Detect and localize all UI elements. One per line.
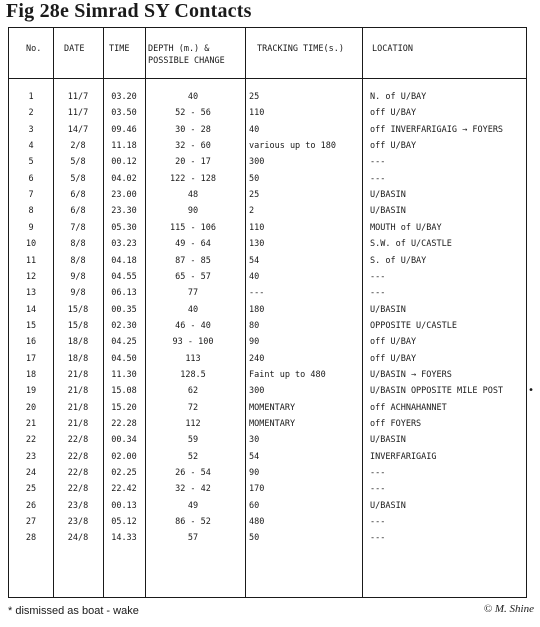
row-date: 14/7	[67, 124, 89, 135]
table-row	[9, 530, 526, 546]
header-depth-line1: DEPTH (m.) &	[148, 44, 210, 54]
row-location: ---	[370, 288, 386, 299]
row-time: 00.35	[111, 304, 137, 315]
row-tracking-time: 30	[249, 435, 260, 446]
row-depth: 86 - 52	[175, 517, 211, 528]
row-tracking-time: 40	[249, 271, 260, 282]
row-location: U/BASIN	[370, 304, 406, 315]
row-date: 22/8	[67, 468, 89, 479]
row-tracking-time: various up to 180	[249, 141, 336, 152]
row-date: 5/8	[70, 157, 86, 168]
row-location: U/BASIN → FOYERS	[370, 369, 452, 380]
row-depth: 113	[185, 353, 201, 364]
row-time: 02.25	[111, 468, 137, 479]
row-date: 18/8	[67, 353, 89, 364]
row-time: 15.20	[111, 402, 137, 413]
row-date: 8/8	[70, 255, 86, 266]
row-date: 18/8	[67, 337, 89, 348]
row-tracking-time: 300	[249, 386, 265, 397]
row-location: U/BASIN	[370, 206, 406, 217]
row-tracking-time: Faint up to 480	[249, 369, 326, 380]
row-date: 6/8	[70, 190, 86, 201]
row-tracking-time: 110	[249, 108, 265, 119]
row-depth: 52	[187, 451, 199, 462]
row-tracking-time: 50	[249, 533, 260, 544]
row-time: 23.00	[111, 190, 137, 201]
row-time: 23.30	[111, 206, 137, 217]
row-tracking-time: 300	[249, 157, 265, 168]
row-location: ---	[370, 517, 386, 528]
row-depth: 57	[187, 533, 199, 544]
table-row	[9, 154, 526, 170]
row-number: 18	[25, 369, 37, 380]
row-location: off ACHNAHANNET	[370, 402, 447, 413]
table-row	[9, 318, 526, 334]
row-location: off INVERFARIGAIG → FOYERS	[370, 124, 504, 135]
row-number: 25	[25, 484, 37, 495]
table-row	[9, 514, 526, 530]
contacts-table	[8, 27, 534, 598]
row-location: MOUTH of U/BAY	[370, 222, 442, 233]
row-date: 9/8	[70, 288, 86, 299]
row-tracking-time: 180	[249, 304, 265, 315]
row-location: off FOYERS	[370, 419, 422, 429]
row-number: 23	[25, 451, 37, 462]
row-number: 12	[25, 271, 37, 282]
row-number: 24	[25, 468, 37, 479]
row-tracking-time: 80	[249, 320, 260, 331]
row-number: 19	[25, 386, 37, 397]
row-number: 5	[28, 157, 34, 168]
row-time: 22.42	[111, 484, 137, 495]
row-number: 21	[25, 419, 37, 429]
row-number: 11	[25, 255, 37, 266]
row-depth: 122 - 128	[169, 173, 217, 184]
row-tracking-time: 130	[249, 239, 265, 250]
table-row	[9, 383, 534, 399]
table-row	[9, 105, 526, 121]
row-time: 00.12	[111, 157, 137, 168]
row-number: 9	[28, 222, 34, 233]
row-location: OPPOSITE U/CASTLE	[370, 320, 457, 331]
row-depth: 40	[187, 304, 199, 315]
row-time: 04.55	[111, 271, 137, 282]
row-depth: 65 - 57	[175, 271, 211, 282]
row-marker: •	[527, 385, 534, 397]
row-time: 00.34	[111, 435, 137, 446]
header-depth-line2: POSSIBLE CHANGE	[148, 56, 225, 66]
row-depth: 20 - 17	[175, 157, 211, 168]
table-row	[9, 220, 526, 236]
footnote: * dismissed as boat - wake	[8, 605, 139, 617]
row-location: U/BASIN	[370, 435, 406, 446]
row-date: 21/8	[67, 419, 89, 429]
row-depth: 49	[187, 500, 199, 511]
row-location: off U/BAY	[370, 353, 417, 364]
row-time: 04.50	[111, 353, 137, 364]
row-date: 23/8	[67, 517, 89, 528]
row-date: 15/8	[67, 304, 89, 315]
row-location: off U/BAY	[370, 141, 417, 152]
table-row	[9, 351, 526, 367]
table-row	[9, 334, 526, 350]
row-number: 10	[25, 239, 37, 250]
row-number: 3	[28, 124, 34, 135]
row-location: off U/BAY	[370, 337, 417, 348]
row-depth: 62	[187, 386, 199, 397]
row-time: 22.28	[111, 419, 137, 429]
row-date: 8/8	[70, 239, 86, 250]
row-date: 23/8	[67, 500, 89, 511]
row-location: ---	[370, 484, 386, 495]
row-tracking-time: 25	[249, 92, 260, 102]
table-row	[9, 269, 526, 285]
row-depth: 93 - 100	[172, 337, 214, 348]
header-no: No.	[26, 44, 42, 54]
row-location: ---	[370, 271, 386, 282]
row-date: 21/8	[67, 369, 89, 380]
row-date: 2/8	[70, 141, 86, 152]
row-time: 05.12	[111, 517, 137, 528]
row-number: 7	[28, 190, 34, 201]
row-location: off U/BAY	[370, 108, 417, 119]
row-tracking-time: MOMENTARY	[249, 402, 296, 413]
header-divider	[9, 78, 526, 79]
row-depth: 87 - 85	[175, 255, 211, 266]
row-time: 04.18	[111, 255, 137, 266]
table-row	[9, 89, 526, 105]
row-tracking-time: 40	[249, 124, 260, 135]
copyright-signature: © M. Shine	[483, 603, 534, 615]
table-row	[9, 432, 526, 448]
header-date: DATE	[64, 44, 85, 54]
row-number: 17	[25, 353, 37, 364]
row-time: 11.18	[111, 141, 137, 152]
row-number: 8	[28, 206, 34, 217]
row-number: 15	[25, 320, 37, 331]
row-time: 03.50	[111, 108, 137, 119]
row-tracking-time: 90	[249, 337, 260, 348]
table-row	[9, 236, 526, 252]
row-time: 04.25	[111, 337, 137, 348]
header-location: LOCATION	[372, 44, 413, 54]
table-row	[9, 367, 526, 383]
row-time: 06.13	[111, 288, 137, 299]
row-time: 14.33	[111, 533, 137, 544]
row-depth: 32 - 42	[175, 484, 211, 495]
row-tracking-time: 54	[249, 255, 260, 266]
row-depth: 90	[187, 206, 199, 217]
row-time: 03.20	[111, 92, 137, 102]
row-date: 22/8	[67, 484, 89, 495]
table-row	[9, 498, 526, 514]
row-time: 03.23	[111, 239, 137, 250]
table-row	[9, 122, 526, 138]
row-depth: 112	[185, 419, 201, 429]
table-row	[9, 449, 526, 465]
row-time: 00.13	[111, 500, 137, 511]
row-number: 16	[25, 337, 37, 348]
row-number: 26	[25, 500, 37, 511]
row-depth: 77	[187, 288, 199, 299]
header-depth	[148, 43, 225, 67]
table-row	[9, 302, 526, 318]
table-row	[9, 285, 526, 301]
row-date: 24/8	[67, 533, 89, 544]
row-depth: 72	[187, 402, 199, 413]
row-number: 13	[25, 288, 37, 299]
table-row	[9, 171, 526, 187]
row-tracking-time: 2	[249, 206, 255, 217]
row-tracking-time: 25	[249, 190, 260, 201]
row-location: ---	[370, 157, 386, 168]
row-location: U/BASIN	[370, 190, 406, 201]
table-row	[9, 187, 526, 203]
row-location: N. of U/BAY	[370, 92, 427, 102]
row-depth: 128.5	[180, 369, 206, 380]
row-date: 5/8	[70, 173, 86, 184]
row-tracking-time: 50	[249, 173, 260, 184]
row-location: U/BASIN OPPOSITE MILE POST	[370, 386, 504, 397]
row-date: 6/8	[70, 206, 86, 217]
row-tracking-time: 54	[249, 451, 260, 462]
row-depth: 46 - 40	[175, 320, 211, 331]
row-time: 09.46	[111, 124, 137, 135]
row-number: 4	[28, 141, 34, 152]
row-tracking-time: 170	[249, 484, 265, 495]
row-time: 02.00	[111, 451, 137, 462]
row-depth: 40	[187, 92, 199, 102]
table-row	[9, 465, 526, 481]
row-date: 11/7	[67, 92, 89, 102]
row-number: 2	[28, 108, 34, 119]
row-time: 15.08	[111, 386, 137, 397]
row-time: 02.30	[111, 320, 137, 331]
table-row	[9, 416, 526, 432]
row-time: 04.02	[111, 173, 137, 184]
row-number: 28	[25, 533, 37, 544]
table-row	[9, 400, 526, 416]
row-depth: 49 - 64	[175, 239, 211, 250]
row-location: S. of U/BAY	[370, 255, 427, 266]
row-depth: 26 - 54	[175, 468, 211, 479]
row-number: 6	[28, 173, 34, 184]
row-date: 22/8	[67, 435, 89, 446]
row-time: 11.30	[111, 369, 137, 380]
row-location: U/BASIN	[370, 500, 406, 511]
row-time: 05.30	[111, 222, 137, 233]
page-title: Fig 28e Simrad SY Contacts	[6, 0, 252, 22]
table-row	[9, 481, 526, 497]
row-number: 22	[25, 435, 37, 446]
row-number: 14	[25, 304, 37, 315]
table-row	[9, 138, 526, 154]
row-depth: 32 - 60	[175, 141, 211, 152]
row-depth: 115 - 106	[169, 222, 217, 233]
row-location: ---	[370, 468, 386, 479]
row-tracking-time: ---	[249, 288, 265, 299]
row-location: ---	[370, 173, 386, 184]
row-depth: 48	[187, 190, 199, 201]
row-date: 11/7	[67, 108, 89, 119]
row-location: ---	[370, 533, 386, 544]
row-date: 15/8	[67, 320, 89, 331]
row-date: 21/8	[67, 386, 89, 397]
row-depth: 52 - 56	[175, 108, 211, 119]
header-time: TIME	[109, 44, 130, 54]
row-tracking-time: MOMENTARY	[249, 419, 296, 429]
row-date: 21/8	[67, 402, 89, 413]
row-number: 1	[28, 92, 34, 102]
row-tracking-time: 480	[249, 517, 265, 528]
row-number: 20	[25, 402, 37, 413]
row-tracking-time: 60	[249, 500, 260, 511]
row-tracking-time: 90	[249, 468, 260, 479]
row-date: 7/8	[70, 222, 86, 233]
row-number: 27	[25, 517, 37, 528]
row-depth: 30 - 28	[175, 124, 211, 135]
row-date: 9/8	[70, 271, 86, 282]
row-location: INVERFARIGAIG	[370, 451, 437, 462]
row-tracking-time: 110	[249, 222, 265, 233]
row-date: 22/8	[67, 451, 89, 462]
row-depth: 59	[187, 435, 199, 446]
header-tracking: TRACKING TIME(s.)	[257, 44, 344, 54]
row-tracking-time: 240	[249, 353, 265, 364]
table-row	[9, 253, 526, 269]
row-location: S.W. of U/CASTLE	[370, 239, 452, 250]
table-row	[9, 203, 526, 219]
